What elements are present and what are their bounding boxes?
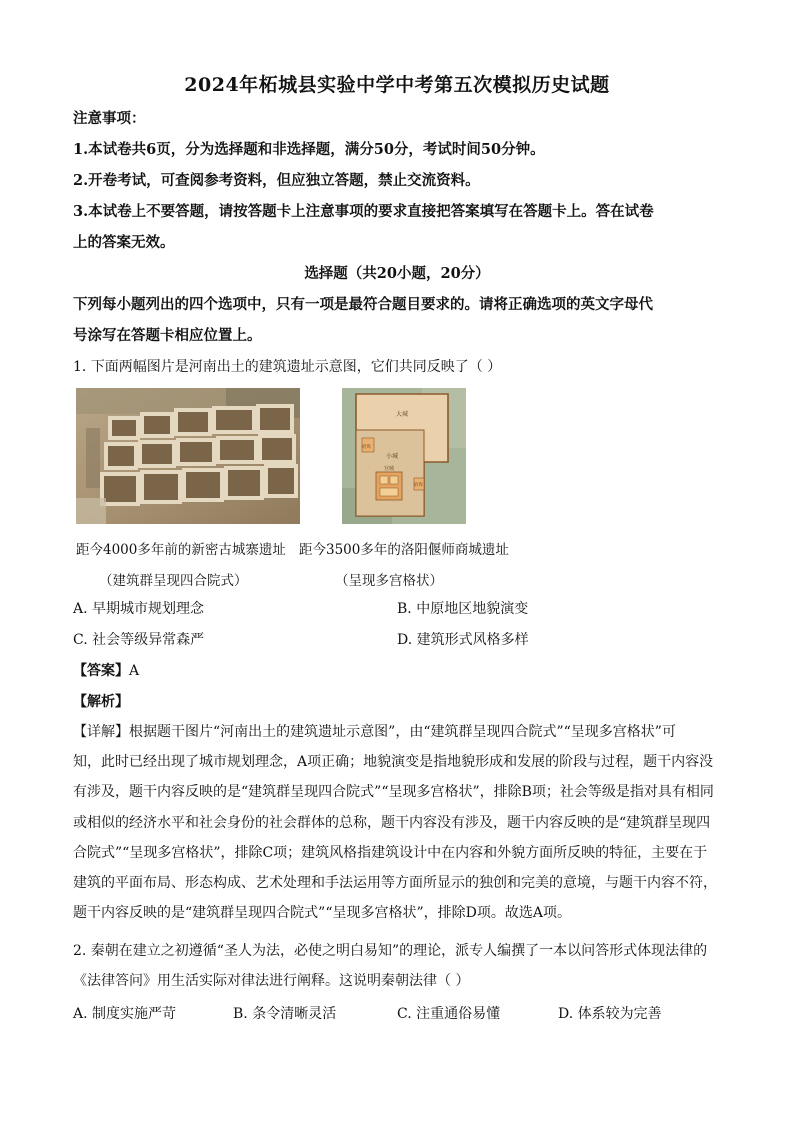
q1-answer xyxy=(73,660,139,680)
q2-option-a: A. 制度实施严苛 xyxy=(73,1006,177,1022)
question-1-stem: 1. 下面两幅图片是河南出土的建筑遗址示意图，它们共同反映了（ ） xyxy=(73,359,502,375)
question-2-stem xyxy=(73,936,721,996)
detail-line: 或相似的经济水平和社会身份的社会群体的总称，题干内容没有涉及，题干内容反映的是“建筑群呈现四 xyxy=(73,814,711,831)
map-label-xiaocheng: 小城 xyxy=(386,453,399,460)
yanshi-site-illustration xyxy=(342,388,466,524)
answer-value: A xyxy=(129,663,140,679)
q2-stem-line: 《法律答问》用生活实际对律法进行阐释。这说明秦朝法律（ ） xyxy=(73,973,470,990)
detail-line: 知，此时已经出现了城市规划理念，A项正确；地貌演变是指地貌形成和发展的阶段与过程，题干内容没 xyxy=(73,754,714,771)
q2-option-d: D. 体系较为完善 xyxy=(558,1006,662,1022)
q2-option-b: B. 条令清晰灵活 xyxy=(233,1006,337,1022)
q1-option-b: B. 中原地区地貌演变 xyxy=(397,601,529,617)
q1-option-c: C. 社会等级异常森严 xyxy=(73,632,205,648)
section-heading: 选择题（共20小题，20分） xyxy=(304,265,490,282)
detail-line: 建筑的平面布局、形态构成、艺术处理和手法运用等方面所显示的独创和完美的意境，与题干内容不符， xyxy=(73,875,717,892)
section-instruction: 下列每小题列出的四个选项中，只有一项是最符合题目要求的。请将正确选项的英文字母代 xyxy=(73,296,653,313)
detail-line: 有涉及，题干内容反映的是“建筑群呈现四合院式”“呈现多宫格状”，排除B项；社会等级是指对具有相同 xyxy=(73,784,714,801)
image-right-caption: 距今3500多年的洛阳偃师商城遗址 xyxy=(299,542,509,558)
notice-item: 1.本试卷共6页，分为选择题和非选择题，满分50分，考试时间50分钟。 xyxy=(73,141,545,158)
q1-option-d: D. 建筑形式风格多样 xyxy=(397,632,529,648)
image-left-subcaption: （建筑群呈现四合院式） xyxy=(99,573,248,589)
analysis-tag: 【解析】 xyxy=(73,694,129,710)
map-label-fuku: 府库 xyxy=(362,445,371,450)
xinmi-site-illustration xyxy=(76,388,300,524)
q2-option-c: C. 注重通俗易懂 xyxy=(397,1006,501,1022)
answer-tag: 【答案】 xyxy=(73,663,129,679)
xinmi-site-image xyxy=(76,388,300,524)
notice-heading: 注意事项： xyxy=(73,110,146,127)
image-left-caption: 距今4000多年前的新密古城寨遗址 xyxy=(76,542,286,558)
notice-item: 2.开卷考试，可查阅参考资料，但应独立答题，禁止交流资料。 xyxy=(73,172,480,189)
q1-option-a: A. 早期城市规划理念 xyxy=(73,601,205,617)
map-label-dacheng: 大城 xyxy=(396,411,409,418)
map-label-gongcheng: 宫城 xyxy=(384,466,395,472)
notice-item: 上的答案无效。 xyxy=(73,234,175,251)
q2-stem-line: 2. 秦朝在建立之初遵循“圣人为法，必使之明白易知”的理论，派专人编撰了一本以问答形式体现法律的 xyxy=(73,943,708,959)
map-label-fuku: 府库 xyxy=(414,483,423,488)
yanshi-site-map xyxy=(342,388,466,524)
notice-item: 3.本试卷上不要答题，请按答题卡上注意事项的要求直接把答案填写在答题卡上。答在试卷 xyxy=(73,203,654,220)
detail-line: 【详解】根据题干图片“河南出土的建筑遗址示意图”，由“建筑群呈现四合院式”“呈现多宫格状”可 xyxy=(73,724,676,740)
image-right-subcaption: （呈现多宫格状） xyxy=(335,573,443,589)
detail-line: 合院式”“呈现多宫格状”，排除C项；建筑风格指建筑设计中在内容和外貌方面所反映的特征，主要在于 xyxy=(73,844,708,861)
detail-line: 题干内容反映的是“建筑群呈现四合院式”“呈现多宫格状”，排除D项。故选A项。 xyxy=(73,905,571,922)
section-instruction: 号涂写在答题卡相应位置上。 xyxy=(73,327,262,344)
q1-detail xyxy=(73,717,721,928)
exam-title: 2024年柘城县实验中学中考第五次模拟历史试题 xyxy=(184,74,610,96)
